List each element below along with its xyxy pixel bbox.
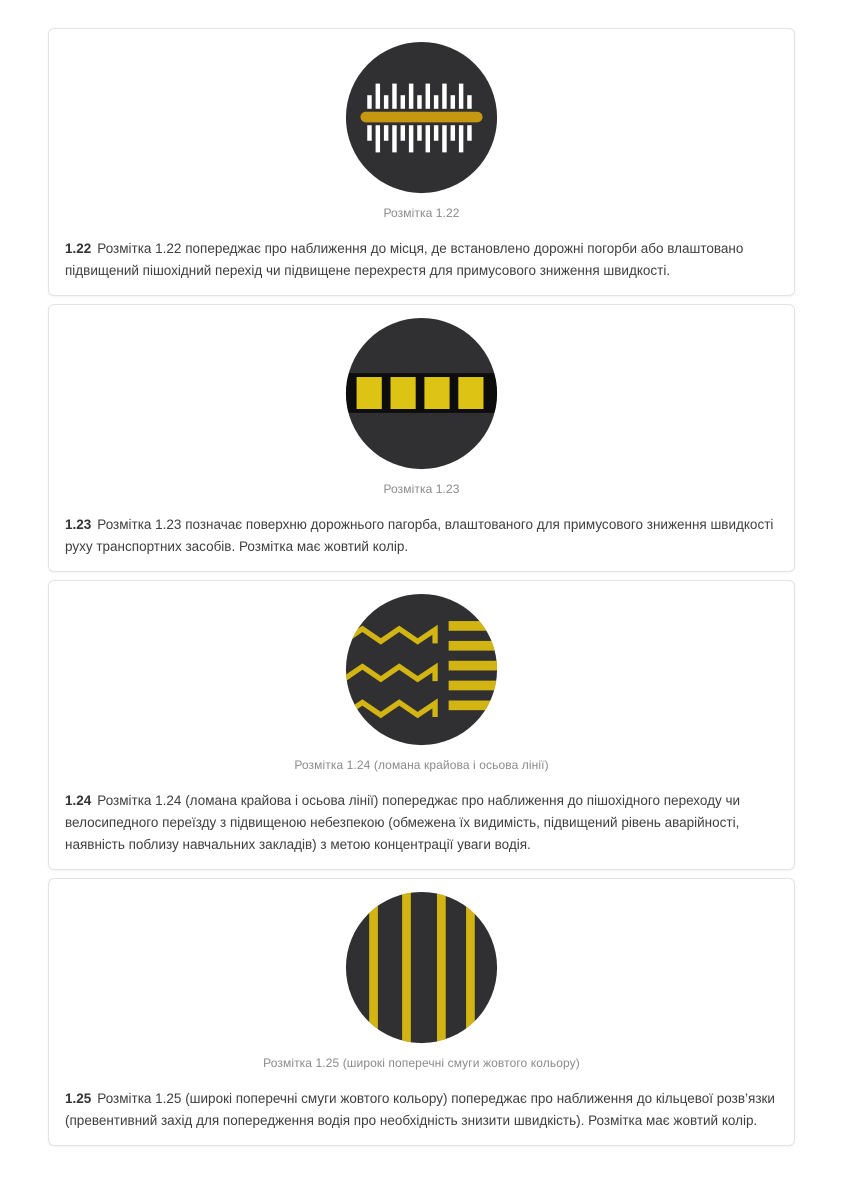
wide-transverse-yellow-stripes-marking-icon xyxy=(344,890,499,1045)
hump-axis-bar xyxy=(360,112,482,123)
marking-number: 1.25 xyxy=(65,1091,92,1106)
figure-caption: Розмітка 1.25 (широкі поперечні смуги жовтого кольору) xyxy=(263,1056,580,1070)
speed-hump-comb-marking-icon xyxy=(344,40,499,195)
marking-number: 1.23 xyxy=(65,517,92,532)
marking-description xyxy=(63,238,780,282)
marking-card-1-22 xyxy=(48,28,795,296)
marking-1-22-figure xyxy=(63,39,780,195)
marking-description xyxy=(63,1088,780,1132)
marking-text: Розмітка 1.25 (широкі поперечні смуги жовтого кольору) попереджає про наближення до кільцевої розв’язки (превентивний захід для попередження водія про необхідність знизити швидкість). Розмітка має жовтий колір. xyxy=(65,1091,775,1128)
marking-text: Розмітка 1.22 попереджає про наближення до місця, де встановлено дорожні погорби або влаштовано підвищений пішохідний перехід чи підвищене перехрестя для примусового зниження швидкості. xyxy=(65,241,744,278)
marking-number: 1.22 xyxy=(65,241,92,256)
marking-number: 1.24 xyxy=(65,793,92,808)
marking-description xyxy=(63,790,780,856)
figure-caption: Розмітка 1.22 xyxy=(383,206,460,220)
marking-1-24-figure xyxy=(63,591,780,747)
marking-card-1-23 xyxy=(48,304,795,572)
marking-1-25-figure xyxy=(63,889,780,1045)
marking-text: Розмітка 1.23 позначає поверхню дорожнього пагорба, влаштованого для примусового зниження швидкості руху транспортних засобів. Розмітка має жовтий колір. xyxy=(65,517,774,554)
speed-hump-surface-checker-marking-icon xyxy=(344,316,499,471)
figure-caption: Розмітка 1.24 (ломана крайова і осьова лінії) xyxy=(294,758,549,772)
marking-1-23-figure xyxy=(63,315,780,471)
zigzag-edge-axial-lines-marking-icon xyxy=(344,592,499,747)
marking-card-1-24 xyxy=(48,580,795,870)
marking-card-1-25 xyxy=(48,878,795,1146)
figure-caption: Розмітка 1.23 xyxy=(383,482,460,496)
marking-text: Розмітка 1.24 (ломана крайова і осьова лінії) попереджає про наближення до пішохідного переходу чи велосипедного переїзду з підвищеною небезпекою (обмежена їх видимість, підвищений рівень аварійності, наявність поблизу навчальних закладів) з метою концентрації уваги водія. xyxy=(65,793,741,852)
marking-description xyxy=(63,514,780,558)
